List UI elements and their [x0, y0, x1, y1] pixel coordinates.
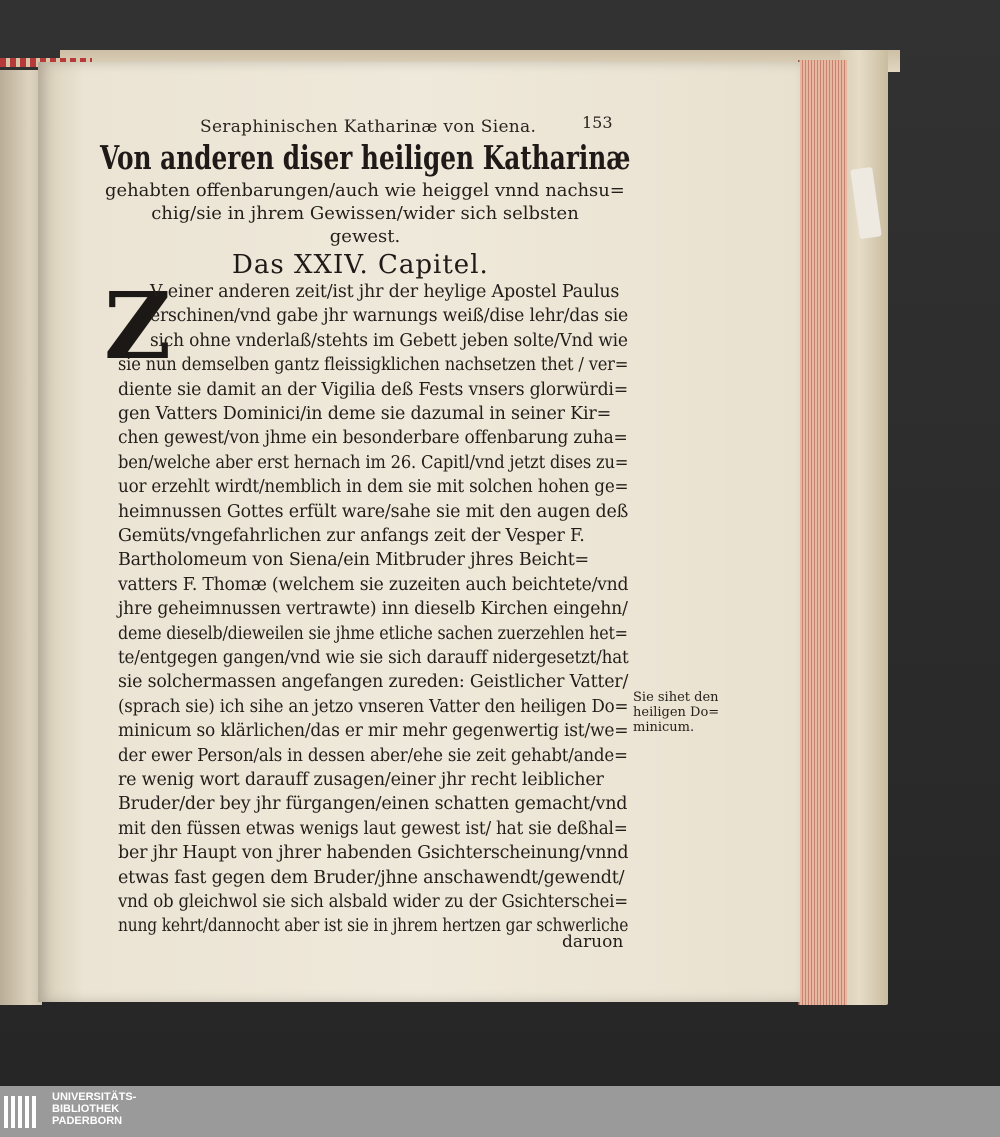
subtitle-line: gehabten offenbarungen/auch wie heiggel vnnd nachsu=: [105, 180, 625, 201]
text-line: te/entgegen gangen/vnd wie sie sich darauff nidergesetzt/hat: [118, 648, 629, 668]
text-line: vnd ob gleichwol sie sich alsbald wider zu der Gsichterschei=: [118, 892, 628, 912]
text-line: sie solchermassen angefangen zureden: Geistlicher Vatter/: [118, 672, 629, 693]
text-line: jhre geheimnussen vertrawte) inn dieselb Kirchen eingehn/: [118, 599, 628, 620]
text-line: (sprach sie) ich sihe an jetzo vnseren Vatter den heiligen Do=: [118, 696, 629, 717]
text-line: uor erzehlt wirdt/nemblich in dem sie mit solchen hohen ge=: [118, 477, 629, 498]
library-name-line: UNIVERSITÄTS-: [52, 1091, 137, 1103]
library-logo-icon: [4, 1096, 44, 1128]
text-line: nung kehrt/dannocht aber ist sie in jhrem hertzen gar schwerliche: [118, 916, 629, 937]
subtitle-line: gewest.: [329, 226, 401, 247]
text-line: ben/welche aber erst hernach im 26. Capitl/vnd jetzt dises zu=: [118, 452, 629, 473]
text-line: ber jhr Haupt von jhrer habenden Gsichterscheinung/vnnd: [118, 843, 629, 864]
text-line: Bruder/der bey jhr fürgangen/einen schatten gemacht/vnd: [118, 794, 628, 815]
library-footer: [0, 1086, 1000, 1137]
text-line: re wenig wort darauff zusagen/einer jhr recht leiblicher: [118, 770, 604, 790]
text-line: Bartholomeum von Siena/ein Mitbruder jhres Beicht=: [118, 550, 590, 571]
text-line: sie nun demselben gantz fleissigklichen nachsetzen thet / ver=: [118, 355, 629, 376]
text-line: vatters F. Thomæ (welchem sie zuzeiten auch beichtete/vnd: [118, 574, 629, 595]
margin-note-line: minicum.: [633, 720, 695, 735]
running-head: Seraphinischen Katharinæ von Siena.: [200, 117, 537, 137]
text-line: deme dieselb/dieweilen sie jhme etliche sachen zuerzehlen het=: [118, 623, 628, 644]
left-page-edge: [0, 70, 42, 1005]
text-line: Gemüts/vngefahrlichen zur anfangs zeit der Vesper F.: [118, 526, 585, 546]
text-line: minicum so klärlichen/das er mir mehr gegenwertig ist/we=: [118, 721, 629, 742]
text-line: heimnussen Gottes erfült ware/sahe sie mit den augen deß: [118, 501, 629, 522]
margin-note-line: heiligen Do=: [633, 705, 720, 720]
text-line: diente sie damit an der Vigilia deß Fests vnsers glorwürdi=: [118, 379, 629, 400]
margin-note: [633, 690, 733, 735]
library-name-line: PADERBORN: [52, 1115, 123, 1127]
text-line: erschinen/vnd gabe jhr warnungs weiß/dise lehr/das sie: [150, 306, 629, 327]
page-edges: [798, 60, 847, 1005]
library-name: [52, 1091, 136, 1127]
chapter-title: Von anderen diser heiligen Katharinæ: [100, 138, 631, 177]
text-line: V einer anderen zeit/ist jhr der heylige Apostel Paulus: [150, 282, 620, 302]
text-line: mit den füssen etwas wenigs laut gewest ist/ hat sie deßhal=: [118, 818, 628, 839]
text-line: chen gewest/von jhme ein besonderbare offenbarung zuha=: [118, 428, 628, 449]
text-line: etwas fast gegen dem Bruder/jhne anschawendt/gewendt/: [118, 867, 625, 888]
text-line: sich ohne vnderlaß/stehts im Gebett jeben solte/Vnd wie: [150, 330, 628, 351]
margin-note-line: Sie sihet den: [633, 690, 719, 705]
text-line: gen Vatters Dominici/in deme sie dazumal in seiner Kir=: [118, 404, 612, 424]
text-line: der ewer Person/als in dessen aber/ehe sie zeit gehabt/ande=: [118, 745, 628, 766]
catchword: daruon: [562, 932, 624, 952]
subtitle-line: chig/sie in jhrem Gewissen/wider sich selbsten: [151, 203, 579, 224]
library-name-line: BIBLIOTHEK: [52, 1103, 120, 1115]
page-number: 153: [582, 113, 613, 132]
drop-capital: Z: [104, 272, 172, 380]
chapter-heading: Das XXIV. Capitel.: [232, 250, 489, 280]
